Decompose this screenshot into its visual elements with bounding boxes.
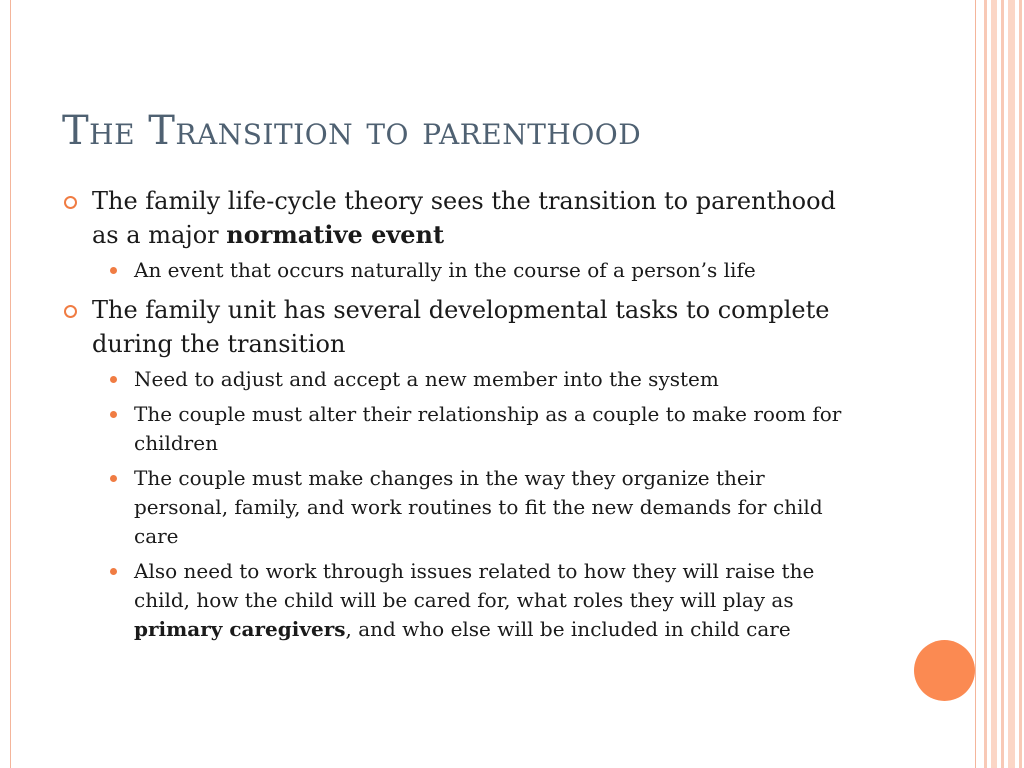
dot-bullet-icon (110, 568, 117, 575)
sub-bullet-text: The couple must alter their relationship as a couple to make room for children (134, 402, 842, 455)
dot-bullet-icon (110, 475, 117, 482)
sub-bullet-text: Need to adjust and accept a new member into the system (134, 367, 719, 391)
decorative-stripe (991, 0, 997, 768)
decorative-stripe (984, 0, 987, 768)
sub-bullet-item (62, 400, 862, 458)
ring-bullet-icon (64, 196, 77, 209)
bullet-text: The family unit has several developmental tasks to complete during the transition (92, 296, 830, 358)
sub-bullet-list (62, 256, 862, 285)
decorative-stripe (1019, 0, 1022, 768)
bullet-item (62, 293, 862, 361)
dot-bullet-icon (110, 267, 117, 274)
bullet-list (62, 184, 862, 652)
sub-bullet-text: The couple must make changes in the way they organize their personal, family, and work routines to fit the new demands for child care (134, 466, 823, 548)
ring-bullet-icon (64, 305, 77, 318)
bullet-item (62, 184, 862, 252)
sub-bullet-item (62, 365, 862, 394)
sub-bullet-item (62, 464, 862, 551)
sub-bullet-list (62, 365, 862, 644)
dot-bullet-icon (110, 376, 117, 383)
bullet-bold-text: normative event (226, 220, 445, 249)
decorative-stripe (1001, 0, 1004, 768)
decorative-stripe (1008, 0, 1015, 768)
sub-bullet-text-after: , and who else will be included in child care (345, 617, 791, 641)
decorative-circle (914, 640, 975, 701)
slide-title: The Transition to parenthood (62, 108, 642, 154)
sub-bullet-item (62, 256, 862, 285)
bullet-text: The family life-cycle theory sees the transition to parenthood as a major (92, 187, 836, 249)
sub-bullet-bold-text: primary caregivers (134, 617, 346, 641)
sub-bullet-text: An event that occurs naturally in the course of a person’s life (134, 258, 756, 282)
dot-bullet-icon (110, 411, 117, 418)
sub-bullet-item (62, 557, 862, 644)
sub-bullet-text: Also need to work through issues related to how they will raise the child, how the child will be cared for, what roles they will play as (134, 559, 815, 612)
